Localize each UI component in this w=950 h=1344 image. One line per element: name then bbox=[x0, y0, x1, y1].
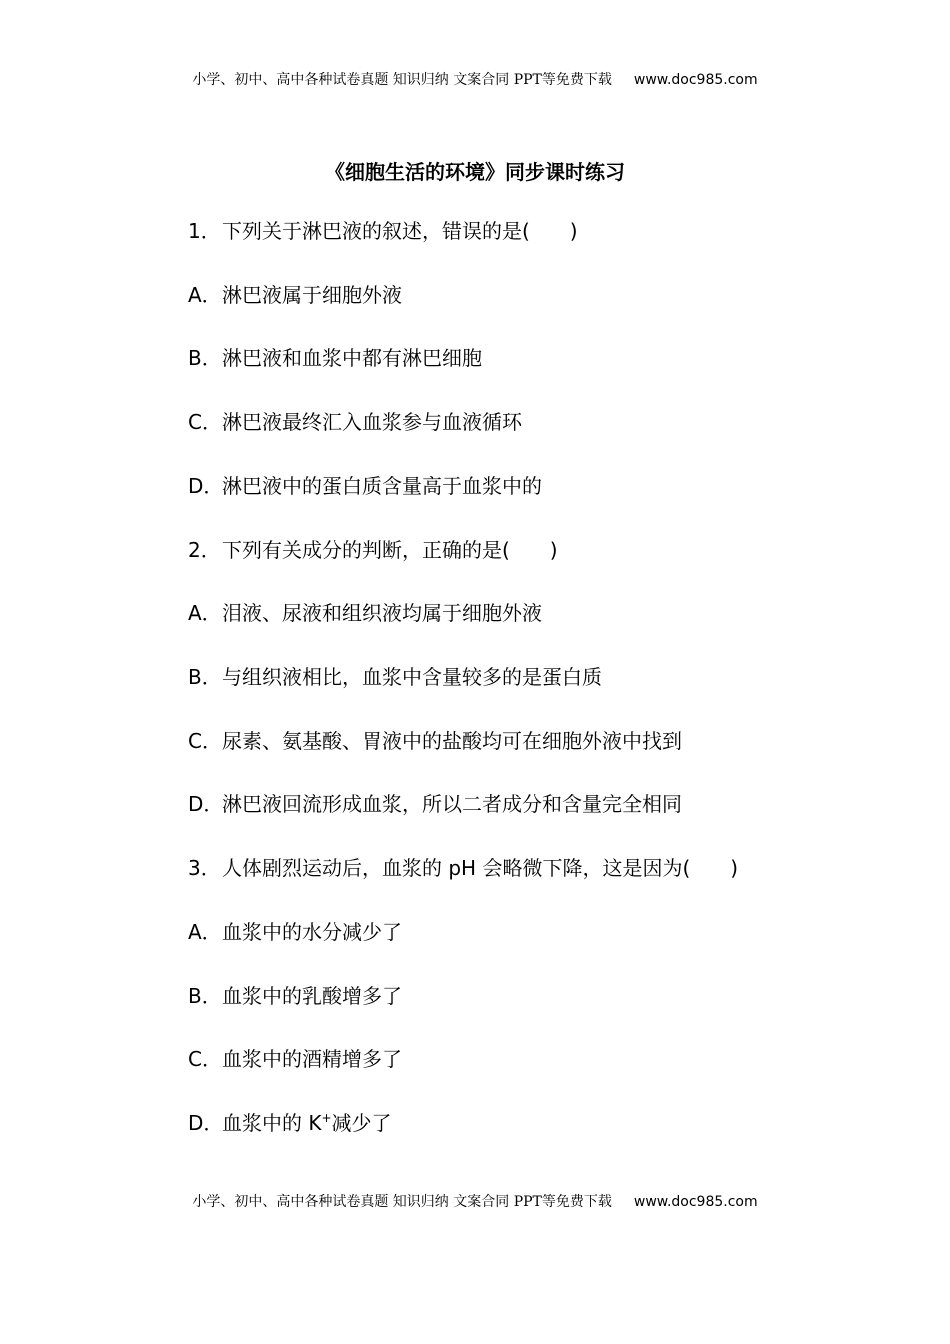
question-3-option-a bbox=[188, 917, 402, 947]
header-site-link[interactable]: www.doc985.com bbox=[633, 72, 758, 88]
footer-text: 小学、初中、高中各种试卷真题 知识归纳 文案合同 PPT等免费下载 bbox=[192, 1194, 612, 1210]
question-text: 人体剧烈运动后，血浆的 pH 会略微下降，这是因为( ) bbox=[222, 856, 739, 880]
option-text: 尿素、氨基酸、胃液中的盐酸均可在细胞外液中找到 bbox=[222, 729, 682, 753]
option-label: B． bbox=[188, 984, 222, 1008]
question-number: 1． bbox=[188, 219, 221, 243]
option-text: 淋巴液中的蛋白质含量高于血浆中的 bbox=[222, 474, 542, 498]
question-text: 下列有关成分的判断，正确的是( ) bbox=[222, 538, 558, 562]
header-text: 小学、初中、高中各种试卷真题 知识归纳 文案合同 PPT等免费下载 bbox=[192, 72, 612, 88]
question-2-option-b bbox=[188, 662, 602, 692]
option-text: 淋巴液最终汇入血浆参与血液循环 bbox=[222, 410, 522, 434]
question-text: 下列关于淋巴液的叙述，错误的是( ) bbox=[222, 219, 578, 243]
question-1-stem bbox=[188, 216, 578, 246]
option-text: 泪液、尿液和组织液均属于细胞外液 bbox=[222, 601, 542, 625]
option-label: D． bbox=[188, 474, 224, 498]
footer-site-link[interactable]: www.doc985.com bbox=[633, 1194, 758, 1210]
option-label: A． bbox=[188, 601, 222, 625]
option-label: B． bbox=[188, 346, 222, 370]
option-text: 血浆中的乳酸增多了 bbox=[222, 984, 402, 1008]
question-number: 3． bbox=[188, 856, 221, 880]
superscript-plus: + bbox=[321, 1111, 332, 1125]
question-2-option-d bbox=[188, 789, 682, 819]
option-text: 与组织液相比，血浆中含量较多的是蛋白质 bbox=[222, 665, 602, 689]
option-text: 淋巴液和血浆中都有淋巴细胞 bbox=[222, 346, 482, 370]
question-2-option-c bbox=[188, 726, 682, 756]
question-3-option-b bbox=[188, 981, 402, 1011]
option-text: 淋巴液属于细胞外液 bbox=[222, 283, 402, 307]
option-label: B． bbox=[188, 665, 222, 689]
question-3-stem bbox=[188, 853, 738, 883]
option-text: 淋巴液回流形成血浆，所以二者成分和含量完全相同 bbox=[222, 792, 682, 816]
question-1-option-b bbox=[188, 343, 482, 373]
option-label: D． bbox=[188, 792, 224, 816]
question-2-stem bbox=[188, 535, 558, 565]
option-label: C． bbox=[188, 410, 222, 434]
page-header bbox=[0, 69, 950, 89]
question-1-option-c bbox=[188, 407, 522, 437]
option-label: A． bbox=[188, 920, 222, 944]
document-title: 《细胞生活的环境》同步课时练习 bbox=[325, 160, 625, 184]
option-text-after: 减少了 bbox=[331, 1111, 392, 1135]
option-label: C． bbox=[188, 1047, 222, 1071]
option-label: D． bbox=[188, 1111, 224, 1135]
option-text: 血浆中的酒精增多了 bbox=[222, 1047, 402, 1071]
option-label: C． bbox=[188, 729, 222, 753]
question-3-option-c bbox=[188, 1044, 402, 1074]
question-1-option-d bbox=[188, 471, 542, 501]
option-text-before: 血浆中的 K bbox=[222, 1111, 322, 1135]
question-number: 2． bbox=[188, 538, 221, 562]
question-2-option-a bbox=[188, 598, 542, 628]
option-text: 血浆中的水分减少了 bbox=[222, 920, 402, 944]
option-label: A． bbox=[188, 283, 222, 307]
question-1-option-a bbox=[188, 280, 402, 310]
question-3-option-d bbox=[188, 1108, 392, 1138]
page-footer bbox=[0, 1191, 950, 1211]
